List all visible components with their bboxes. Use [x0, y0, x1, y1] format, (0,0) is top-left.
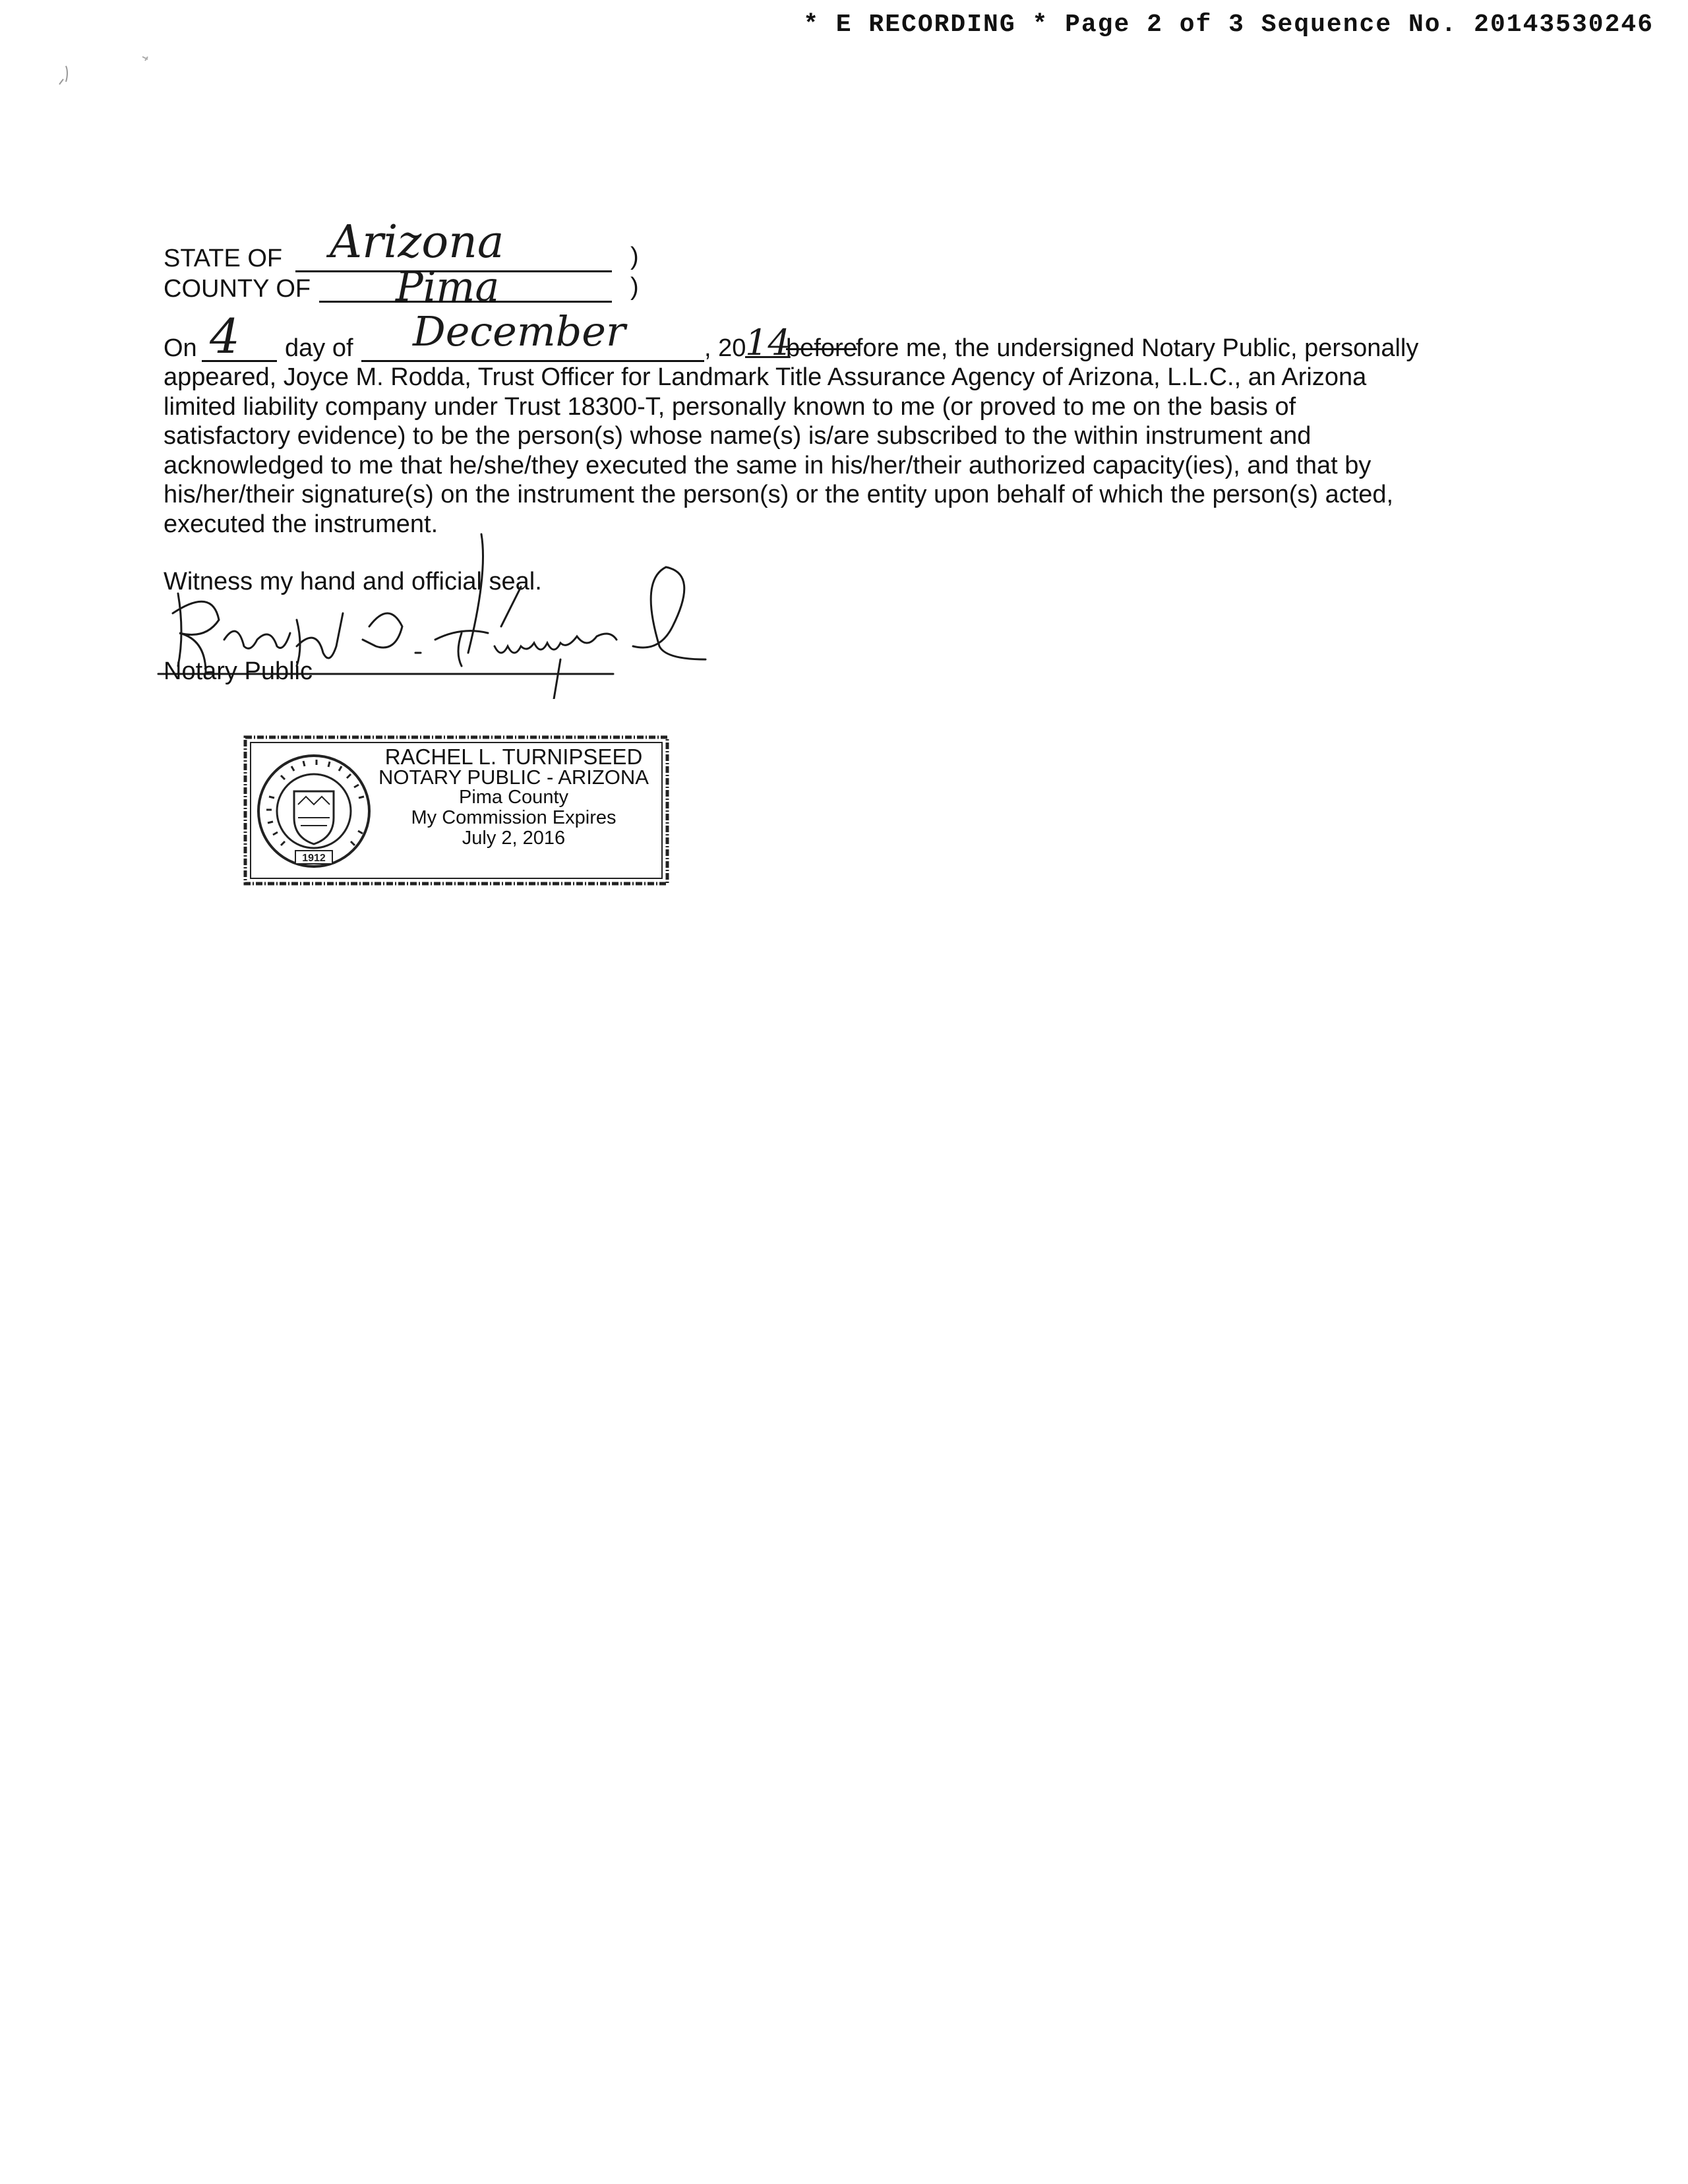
body-line: his/her/their signature(s) on the instrument the person(s) or the entity upon behalf of which the person(s) acted, — [164, 481, 1394, 508]
body-line: satisfactory evidence) to be the person(s) whose name(s) is/are subscribed to the within instrument and — [164, 422, 1311, 450]
county-paren: ) — [630, 273, 639, 301]
year-prefix: , 20 — [704, 334, 746, 362]
stamp-commission-date: July 2, 2016 — [462, 828, 566, 849]
notary-public-label: Notary Public — [164, 657, 313, 685]
state-value-handwritten: Arizona — [330, 216, 504, 268]
recording-header: * E RECORDING * Page 2 of 3 Sequence No. 20143530246 — [803, 11, 1654, 39]
month-value-handwritten: December — [413, 307, 626, 355]
body-line: limited liability company under Trust 18300-T, personally known to me (or proved to me on the basis of — [164, 392, 1296, 421]
day-of-label: day of — [285, 334, 353, 362]
body-line: acknowledged to me that he/she/they executed the same in his/her/their authorized capacity(ies), and that by — [164, 451, 1372, 479]
state-label: STATE OF — [164, 245, 283, 272]
struck-text: before — [786, 334, 857, 362]
witness-text: Witness my hand and official seal. — [164, 568, 542, 595]
on-label: On — [164, 334, 197, 362]
scan-specks — [53, 53, 171, 106]
year-value-handwritten: 14 — [745, 322, 791, 363]
county-label: COUNTY OF — [164, 275, 311, 303]
county-value-handwritten: Pima — [396, 262, 500, 311]
stamp-county: Pima County — [458, 787, 568, 808]
arizona-seal-icon — [255, 752, 373, 870]
stamp-text-block — [367, 746, 661, 849]
notary-stamp — [241, 733, 671, 889]
stamp-commission-label: My Commission Expires — [411, 807, 617, 828]
line1-rest: fore me, the undersigned Notary Public, personally — [856, 334, 1419, 362]
body-line: executed the instrument. — [164, 510, 438, 538]
state-paren: ) — [630, 243, 639, 270]
day-value-handwritten: 4 — [210, 309, 240, 364]
month-field-line — [361, 360, 704, 362]
seal-year: 1912 — [302, 853, 326, 864]
stamp-title: NOTARY PUBLIC - ARIZONA — [378, 766, 649, 789]
stamp-name: RACHEL L. TURNIPSEED — [384, 744, 643, 769]
body-line: appeared, Joyce M. Rodda, Trust Officer for Landmark Title Assurance Agency of Arizona, L.L.C., an Arizona — [164, 363, 1367, 391]
